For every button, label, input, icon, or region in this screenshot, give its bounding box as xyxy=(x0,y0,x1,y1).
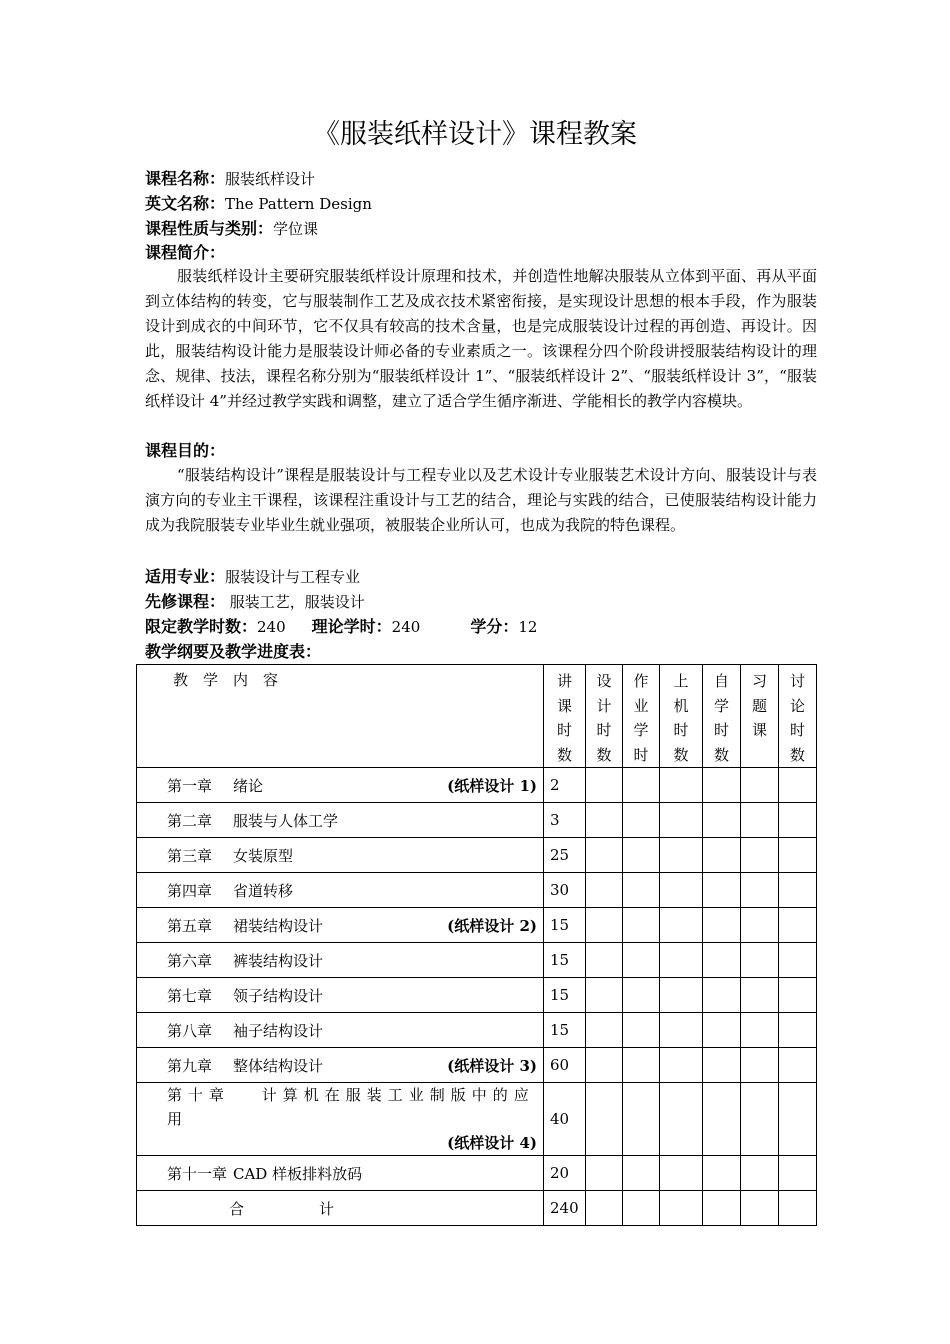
header-label: 习题课 xyxy=(751,672,767,739)
empty-cell xyxy=(660,908,703,943)
empty-cell xyxy=(703,803,741,838)
content-cell xyxy=(137,978,544,1013)
table-row xyxy=(137,1083,817,1156)
header-cell xyxy=(703,665,741,768)
empty-cell xyxy=(586,908,623,943)
table-row xyxy=(137,908,817,943)
chapter-name: 领子结构设计 xyxy=(233,986,324,1005)
empty-cell xyxy=(741,803,779,838)
empty-cell xyxy=(623,768,660,803)
table-row xyxy=(137,1013,817,1048)
chapter-name: 女装原型 xyxy=(233,846,294,865)
empty-cell xyxy=(623,978,660,1013)
chapter-tag: (纸样设计 1) xyxy=(447,776,537,795)
table-header-row xyxy=(137,665,817,768)
empty-cell xyxy=(703,838,741,873)
page-title: 《服装纸样设计》课程教案 xyxy=(313,119,637,150)
empty-cell xyxy=(586,943,623,978)
content-cell xyxy=(137,943,544,978)
empty-cell xyxy=(703,1156,741,1191)
chapter-name: CAD 样板排料放码 xyxy=(233,1164,363,1183)
table-row xyxy=(137,943,817,978)
empty-cell xyxy=(586,768,623,803)
purpose-heading xyxy=(145,438,225,461)
course-name-line xyxy=(145,166,315,189)
empty-cell xyxy=(586,978,623,1013)
empty-cell xyxy=(741,873,779,908)
empty-cell xyxy=(779,1156,817,1191)
chapter-number: 第五章 xyxy=(167,916,213,935)
header-label: 自学时数 xyxy=(713,672,729,764)
table-heading xyxy=(145,639,321,662)
header-cell xyxy=(623,665,660,768)
table-row xyxy=(137,1048,817,1083)
table-row xyxy=(137,768,817,803)
label: 学分： xyxy=(470,617,519,636)
empty-cell xyxy=(586,873,623,908)
value: 240 xyxy=(257,618,286,636)
header-cell xyxy=(660,665,703,768)
table-row xyxy=(137,803,817,838)
empty-cell xyxy=(703,1013,741,1048)
content-cell xyxy=(137,1083,544,1156)
empty-cell xyxy=(623,1048,660,1083)
empty-cell xyxy=(660,1013,703,1048)
label: 课程名称： xyxy=(145,169,226,188)
header-cell xyxy=(741,665,779,768)
chapter-name: 绪论 xyxy=(233,776,264,795)
empty-cell xyxy=(741,1013,779,1048)
header-cell xyxy=(779,665,817,768)
value: 服装工艺，服装设计 xyxy=(229,593,365,611)
content-cell xyxy=(137,838,544,873)
header-label: 讨论时数 xyxy=(789,672,805,764)
lecture-hours-cell: 15 xyxy=(544,908,586,943)
content-cell xyxy=(137,873,544,908)
empty-cell xyxy=(623,1083,660,1156)
empty-cell xyxy=(660,803,703,838)
empty-cell xyxy=(703,908,741,943)
chapter-number: 第九章 xyxy=(167,1056,213,1075)
header-label: 作业学时 xyxy=(633,672,649,764)
empty-cell xyxy=(623,908,660,943)
empty-cell xyxy=(586,1048,623,1083)
content-cell xyxy=(137,803,544,838)
label: 限定教学时数： xyxy=(145,617,258,636)
empty-cell xyxy=(660,768,703,803)
empty-cell xyxy=(623,1156,660,1191)
chapter-number: 第一章 xyxy=(167,776,213,795)
lecture-hours-cell: 40 xyxy=(544,1083,586,1156)
chapter-tag: (纸样设计 4) xyxy=(447,1134,537,1152)
empty-cell xyxy=(660,1156,703,1191)
empty-cell xyxy=(660,873,703,908)
chapter-number: 第十一章 xyxy=(167,1164,228,1183)
empty-cell xyxy=(779,768,817,803)
lecture-hours-cell: 20 xyxy=(544,1156,586,1191)
label: 理论学时： xyxy=(311,617,392,636)
header-cell xyxy=(586,665,623,768)
empty-cell xyxy=(741,1048,779,1083)
chapter-number: 第十章 xyxy=(167,1086,231,1104)
total-label: 合 计 xyxy=(137,1191,544,1226)
empty-cell xyxy=(741,838,779,873)
empty-cell xyxy=(703,873,741,908)
lecture-hours-cell: 2 xyxy=(544,768,586,803)
empty-cell xyxy=(703,1048,741,1083)
english-name-line xyxy=(145,191,372,214)
chapter-number: 第八章 xyxy=(167,1021,213,1040)
empty-cell xyxy=(741,943,779,978)
empty-cell xyxy=(741,908,779,943)
empty-cell xyxy=(779,908,817,943)
nature-line xyxy=(145,216,318,239)
empty-cell xyxy=(660,1191,703,1226)
lecture-hours-cell: 15 xyxy=(544,1013,586,1048)
empty-cell xyxy=(586,1191,623,1226)
total-hours: 240 xyxy=(544,1191,586,1226)
empty-cell xyxy=(586,1083,623,1156)
empty-cell xyxy=(779,1013,817,1048)
empty-cell xyxy=(586,803,623,838)
empty-cell xyxy=(741,1083,779,1156)
empty-cell xyxy=(741,978,779,1013)
chapter-tag: (纸样设计 3) xyxy=(447,1056,537,1075)
empty-cell xyxy=(623,838,660,873)
value: 学位课 xyxy=(273,220,319,238)
empty-cell xyxy=(741,1191,779,1226)
intro-paragraph: 服装纸样设计主要研究服装纸样设计原理和技术，并创造性地解决服装从立体到平面、再从平面到立体结构的转变，它与服装制作工艺及成衣技术紧密衔接，是实现设计思想的根本手段，作为服装设计到成衣的中间环节，它不仅具有较高的技术含量，也是完成服装设计过程的再创造、再设计。因此，服装结构设计能力是服装设计师必备的专业素质之一。该课程分四个阶段讲授服装结构设计的理念、规律、技法，课程名称分别为“服装纸样设计 1”、“服装纸样设计 2”、“服装纸样设计 3”，“服装纸样设计 4”并经过教学实践和调整，建立了适合学生循序渐进、学能相长的教学内容模块。 xyxy=(145,267,817,410)
header-cell xyxy=(544,665,586,768)
header-label: 设计时数 xyxy=(596,672,612,764)
chapter-name: 省道转移 xyxy=(233,881,294,900)
content-cell xyxy=(137,1013,544,1048)
empty-cell xyxy=(586,1013,623,1048)
empty-cell xyxy=(660,838,703,873)
empty-cell xyxy=(779,978,817,1013)
chapter-number: 第七章 xyxy=(167,986,213,1005)
chapter-name: 整体结构设计 xyxy=(233,1056,324,1075)
chapter-number: 第三章 xyxy=(167,846,213,865)
label: 课程简介： xyxy=(145,243,226,262)
chapter-name: 服装与人体工学 xyxy=(233,811,339,830)
empty-cell xyxy=(660,1083,703,1156)
empty-cell xyxy=(741,1156,779,1191)
header-content: 教 学 内 容 xyxy=(137,665,544,768)
empty-cell xyxy=(660,1048,703,1083)
lecture-hours-cell: 25 xyxy=(544,838,586,873)
prereq-line xyxy=(145,589,365,612)
content-cell xyxy=(137,1156,544,1191)
hours-line xyxy=(145,614,537,637)
table-row xyxy=(137,838,817,873)
chapter-number: 第二章 xyxy=(167,811,213,830)
purpose-paragraph: “服装结构设计”课程是服装设计与工程专业以及艺术设计专业服装艺术设计方向、服装设计与表演方向的专业主干课程，该课程注重设计与工艺的结合，理论与实践的结合，已使服装结构设计能力成为我院服装专业毕业生就业强项，被服装企业所认可，也成为我院的特色课程。 xyxy=(145,466,817,534)
label: 适用专业： xyxy=(145,567,226,586)
value: 服装设计与工程专业 xyxy=(225,568,361,586)
empty-cell xyxy=(779,943,817,978)
major-line xyxy=(145,564,360,587)
header-label: 上机时数 xyxy=(673,672,689,764)
chapter-name: 裤装结构设计 xyxy=(233,951,324,970)
empty-cell xyxy=(586,838,623,873)
empty-cell xyxy=(779,1083,817,1156)
chapter-name: 计算机在服装工业制版中的应用 xyxy=(167,1086,535,1128)
empty-cell xyxy=(703,943,741,978)
label: 课程目的： xyxy=(145,441,226,460)
lecture-hours-cell: 15 xyxy=(544,943,586,978)
empty-cell xyxy=(660,943,703,978)
chapter-tag: (纸样设计 2) xyxy=(447,916,537,935)
empty-cell xyxy=(779,1048,817,1083)
table-row xyxy=(137,873,817,908)
value: The Pattern Design xyxy=(225,195,372,213)
content-cell xyxy=(137,768,544,803)
schedule-table xyxy=(136,664,817,1226)
empty-cell xyxy=(586,1156,623,1191)
total-row xyxy=(137,1191,817,1226)
value: 服装纸样设计 xyxy=(225,170,316,188)
value: 12 xyxy=(518,618,538,636)
content-cell xyxy=(137,908,544,943)
label: 先修课程： xyxy=(145,592,226,611)
table-row xyxy=(137,978,817,1013)
empty-cell xyxy=(703,768,741,803)
lecture-hours-cell: 15 xyxy=(544,978,586,1013)
chapter-name: 袖子结构设计 xyxy=(233,1021,324,1040)
empty-cell xyxy=(660,978,703,1013)
empty-cell xyxy=(779,1191,817,1226)
chapter-name: 裙装结构设计 xyxy=(233,916,324,935)
empty-cell xyxy=(741,768,779,803)
lecture-hours-cell: 3 xyxy=(544,803,586,838)
label: 教学纲要及教学进度表： xyxy=(145,642,322,661)
lecture-hours-cell: 30 xyxy=(544,873,586,908)
content-cell xyxy=(137,1048,544,1083)
empty-cell xyxy=(779,838,817,873)
empty-cell xyxy=(703,978,741,1013)
header-label: 讲课时数 xyxy=(556,672,572,764)
label: 课程性质与类别： xyxy=(145,219,274,238)
empty-cell xyxy=(703,1083,741,1156)
empty-cell xyxy=(623,1013,660,1048)
value: 240 xyxy=(391,618,421,636)
empty-cell xyxy=(623,1191,660,1226)
empty-cell xyxy=(779,873,817,908)
lecture-hours-cell: 60 xyxy=(544,1048,586,1083)
table-row xyxy=(137,1156,817,1191)
empty-cell xyxy=(623,873,660,908)
empty-cell xyxy=(779,803,817,838)
chapter-number: 第六章 xyxy=(167,951,213,970)
empty-cell xyxy=(623,803,660,838)
empty-cell xyxy=(703,1191,741,1226)
label: 英文名称： xyxy=(145,194,226,213)
chapter-number: 第四章 xyxy=(167,881,213,900)
empty-cell xyxy=(623,943,660,978)
intro-heading xyxy=(145,240,225,263)
